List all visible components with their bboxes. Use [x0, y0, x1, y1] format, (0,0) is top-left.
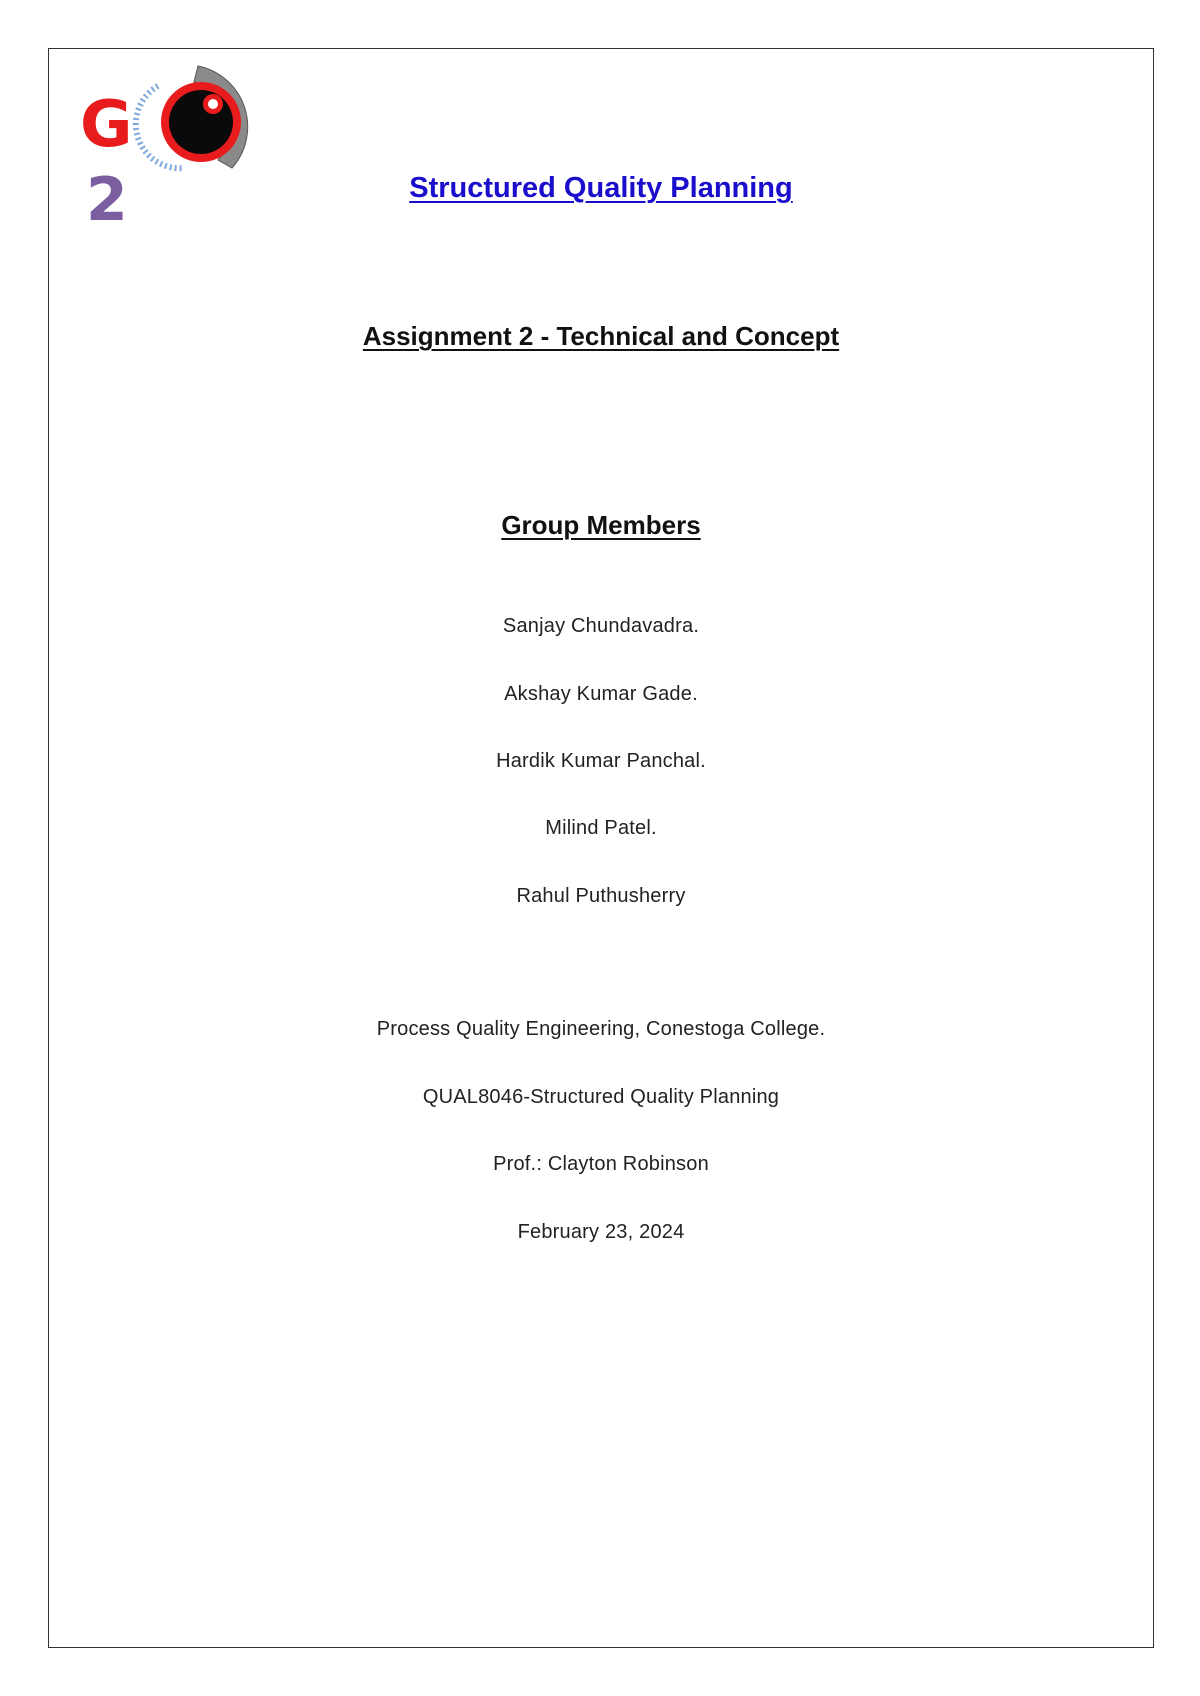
member-name: Milind Patel. — [545, 817, 657, 839]
group-members-heading: Group Members — [501, 510, 701, 540]
document-title-link[interactable]: Structured Quality Planning — [409, 172, 793, 204]
logo-number-2: 2 — [86, 165, 128, 235]
date-line: February 23, 2024 — [517, 1221, 685, 1243]
course-line: QUAL8046-Structured Quality Planning — [422, 1086, 780, 1108]
program-line: Process Quality Engineering, Conestoga College. — [376, 1018, 826, 1040]
logo-graphic — [80, 60, 276, 250]
logo-eye-highlight-inner — [208, 99, 218, 109]
professor-line: Prof.: Clayton Robinson — [493, 1153, 709, 1175]
go2-logo — [80, 60, 276, 250]
member-name: Rahul Puthusherry — [516, 885, 686, 907]
member-name: Akshay Kumar Gade. — [504, 683, 698, 705]
member-name: Hardik Kumar Panchal. — [496, 750, 706, 772]
assignment-heading: Assignment 2 - Technical and Concept — [362, 321, 840, 351]
logo-letter-g: G — [80, 88, 133, 162]
logo-eye-pupil — [169, 90, 233, 154]
member-name: Sanjay Chundavadra. — [502, 615, 700, 637]
page-border — [48, 48, 1154, 1648]
